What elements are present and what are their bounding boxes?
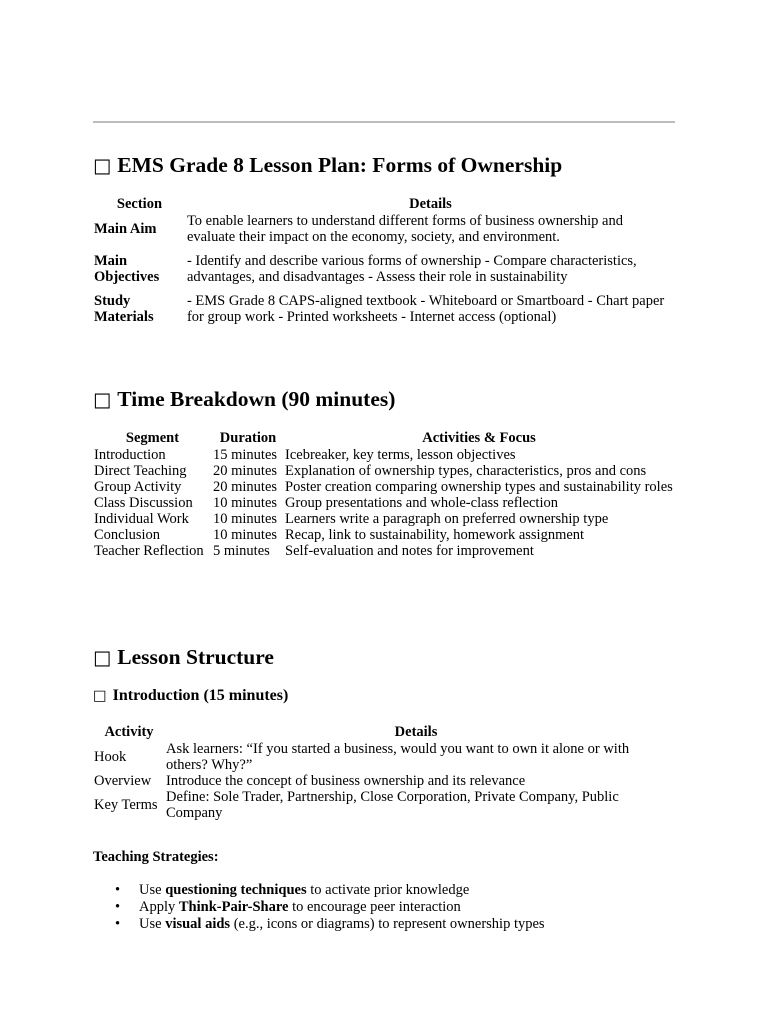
- details-cell: Define: Sole Trader, Partnership, Close Corporation, Private Company, Public Company: [166, 789, 619, 821]
- list-item: • Use visual aids (e.g., icons or diagrams) to represent ownership types: [139, 916, 545, 933]
- duration-cell: 10 minutes: [213, 527, 278, 543]
- segment-cell: Individual Work: [94, 511, 189, 527]
- lesson-structure-heading: [93, 645, 274, 670]
- duration-cell: 10 minutes: [213, 511, 278, 527]
- teaching-strategies-list: [93, 882, 545, 933]
- table-row: [93, 543, 674, 559]
- activity-cell: Poster creation comparing ownership types and sustainability roles: [285, 479, 673, 495]
- segment-cell: Introduction: [94, 447, 166, 463]
- table-row: [93, 773, 667, 789]
- overview-table: [93, 196, 675, 333]
- section-cell: Study Materials: [94, 293, 154, 325]
- duration-cell: 20 minutes: [213, 479, 278, 495]
- duration-cell: 10 minutes: [213, 495, 278, 511]
- page-title: [93, 153, 562, 178]
- table-row: [93, 511, 674, 527]
- column-header-details: Details: [394, 724, 438, 740]
- table-row: [93, 447, 674, 463]
- missing-glyph-box-icon: □: [93, 688, 107, 704]
- table-row: [93, 213, 675, 253]
- introduction-table: [93, 724, 667, 821]
- table-row: [93, 479, 674, 495]
- lesson-structure-heading-text: Lesson Structure: [117, 645, 274, 669]
- segment-cell: Teacher Reflection: [94, 543, 204, 559]
- table-row: [93, 293, 675, 333]
- section-cell: Main Aim: [94, 221, 157, 237]
- column-header-duration: Duration: [219, 430, 277, 446]
- duration-cell: 20 minutes: [213, 463, 278, 479]
- missing-glyph-box-icon: □: [93, 154, 112, 177]
- list-item: • Apply Think-Pair-Share to encourage peer interaction: [139, 899, 545, 916]
- details-cell: - EMS Grade 8 CAPS-aligned textbook - Whiteboard or Smartboard - Chart paper for group work - Printed worksheets - Internet access (optional): [186, 293, 665, 325]
- table-row: [93, 253, 675, 293]
- details-cell: - Identify and describe various forms of ownership - Compare characteristics, advantages, and disadvantages - Assess their role in sustainability: [186, 253, 637, 285]
- activity-cell: Key Terms: [94, 797, 158, 813]
- table-row: [93, 463, 674, 479]
- activity-cell: Explanation of ownership types, characteristics, pros and cons: [285, 463, 647, 479]
- duration-cell: 15 minutes: [213, 447, 278, 463]
- segment-cell: Direct Teaching: [94, 463, 187, 479]
- column-header-activities: Activities & Focus: [422, 430, 536, 446]
- details-cell: To enable learners to understand different forms of business ownership and evaluate their impact on the economy, society, and environment.: [186, 213, 623, 245]
- introduction-heading-text: Introduction (15 minutes): [112, 687, 289, 704]
- column-header-segment: Segment: [125, 430, 180, 446]
- column-header-activity: Activity: [104, 724, 154, 740]
- time-breakdown-heading: [93, 387, 395, 412]
- activity-cell: Learners write a paragraph on preferred ownership type: [285, 511, 609, 527]
- activity-cell: Icebreaker, key terms, lesson objectives: [285, 447, 516, 463]
- page-title-text: EMS Grade 8 Lesson Plan: Forms of Ownership: [117, 153, 563, 177]
- segment-cell: Group Activity: [94, 479, 182, 495]
- activity-cell: Overview: [94, 773, 152, 789]
- table-row: [93, 495, 674, 511]
- column-header-details: Details: [409, 196, 452, 212]
- missing-glyph-box-icon: □: [93, 646, 112, 669]
- activity-cell: Group presentations and whole-class reflection: [285, 495, 558, 511]
- activity-cell: Self-evaluation and notes for improvement: [285, 543, 534, 559]
- segment-cell: Conclusion: [94, 527, 161, 543]
- introduction-heading: [93, 687, 288, 705]
- missing-glyph-box-icon: □: [93, 388, 112, 411]
- table-row: [93, 741, 667, 773]
- table-row: [93, 789, 667, 821]
- section-cell: Main Objectives: [94, 253, 160, 285]
- segment-cell: Class Discussion: [94, 495, 193, 511]
- details-cell: Ask learners: “If you started a business, would you want to own it alone or with others? Why?”: [166, 741, 630, 773]
- duration-cell: 5 minutes: [213, 543, 270, 559]
- column-header-section: Section: [116, 196, 163, 212]
- time-breakdown-table: [93, 430, 674, 559]
- table-row: [93, 527, 674, 543]
- activity-cell: Hook: [94, 749, 127, 765]
- activity-cell: Recap, link to sustainability, homework assignment: [285, 527, 585, 543]
- list-item: • Use questioning techniques to activate prior knowledge: [139, 882, 545, 899]
- teaching-strategies-heading: Teaching Strategies:: [93, 849, 219, 865]
- horizontal-rule: [93, 121, 675, 123]
- details-cell: Introduce the concept of business ownership and its relevance: [166, 773, 526, 789]
- time-breakdown-heading-text: Time Breakdown (90 minutes): [117, 387, 396, 411]
